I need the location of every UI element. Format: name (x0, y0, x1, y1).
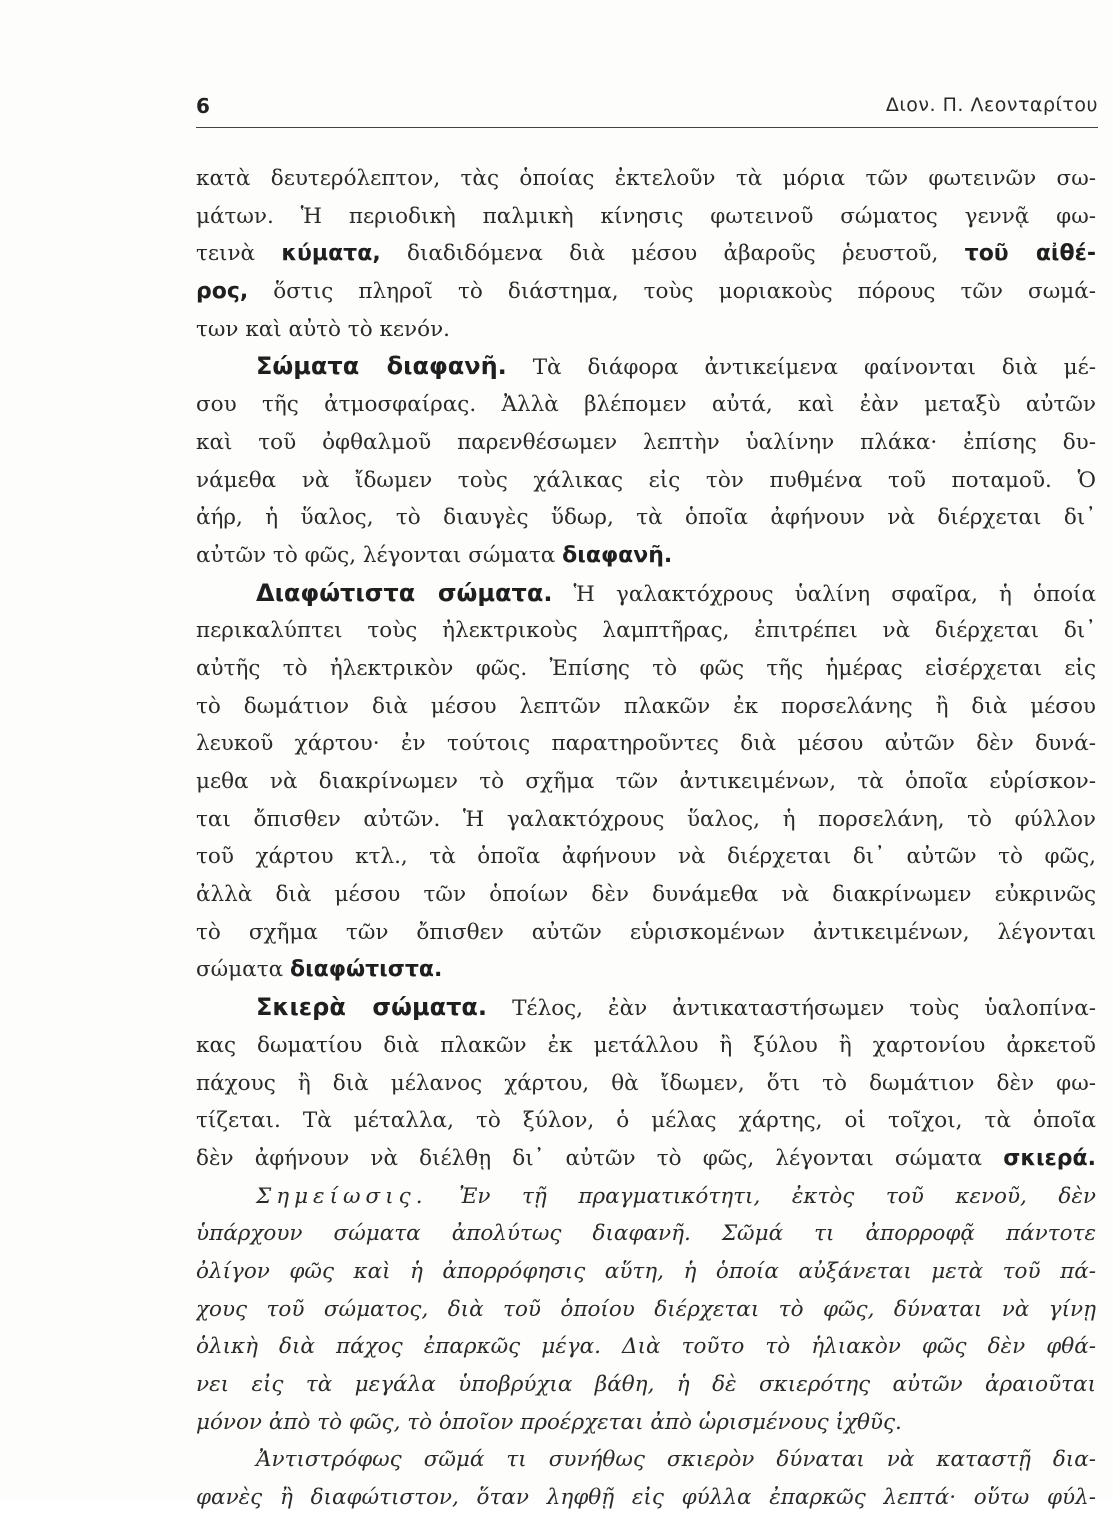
text-segment: φανὲς ἢ διαφώτιστον, ὅταν ληφθῇ εἰς φύλλα ἐπαρκῶς λεπτά· οὕτω φύλ- (196, 1485, 1096, 1511)
text-segment: νάμεθα νὰ ἴδωμεν τοὺς χάλικας εἰς τὸν πυθμένα τοῦ ποταμοῦ. Ὁ (196, 467, 1096, 493)
text-line (196, 876, 1096, 914)
text-segment: ται ὄπισθεν αὐτῶν. Ἡ γαλακτόχρους ὕαλος, ἡ πορσελάνη, τὸ φύλλον (196, 806, 1096, 832)
text-line (196, 537, 1096, 575)
text-segment: ὑπάρχουν σώματα ἀπολύτως διαφανῆ. Σῶμά τι ἀπορροφᾷ πάντοτε (196, 1221, 1096, 1247)
text-segment: δὲν ἀφήνουν νὰ διέλθῃ δι᾽ αὐτῶν τὸ φῶς, λέγονται σώματα (196, 1145, 1004, 1171)
text-segment: χους τοῦ σώματος, διὰ τοῦ ὁποίου διέρχεται τὸ φῶς, δύναται νὰ γίνῃ (196, 1296, 1096, 1322)
text-segment: πάχους ἢ διὰ μέλανος χάρτου, θὰ ἴδωμεν, ὅτι τὸ δωμάτιον δὲν φω- (196, 1070, 1096, 1096)
bold-term: κύματα, (281, 241, 381, 267)
text-segment: ὅστις πληροῖ τὸ διάστημα, τοὺς μοριακοὺς πόρους τῶν σωμά- (248, 279, 1096, 305)
text-segment: Ἐν τῇ πραγματικότητι, ἐκτὸς τοῦ κενοῦ, δὲν (427, 1183, 1096, 1209)
text-line (196, 688, 1096, 726)
text-segment: ἀλλὰ διὰ μέσου τῶν ὁποίων δὲν δυνάμεθα νὰ διακρίνωμεν εὐκρινῶς (196, 882, 1096, 908)
text-segment: Ἀντιστρόφως σῶμά τι συνήθως σκιερὸν δύναται νὰ καταστῇ δια- (256, 1447, 1096, 1473)
text-segment: λευκοῦ χάρτου· ἐν τούτοις παρατηροῦντες διὰ μέσου αὐτῶν δὲν δυνά- (196, 731, 1096, 757)
bold-term: ρος, (196, 279, 249, 305)
text-line (196, 1102, 1096, 1140)
text-line (196, 499, 1096, 537)
text-line (196, 235, 1096, 273)
text-segment: ὀλίγον φῶς καὶ ἡ ἀπορρόφησις αὕτη, ἡ ὁποία αὐξάνεται μετὰ τοῦ πά- (196, 1258, 1096, 1284)
text-line (196, 838, 1096, 876)
text-line (196, 198, 1096, 236)
text-segment: σώματα (196, 957, 290, 983)
text-segment: μεθα νὰ διακρίνωμεν τὸ σχῆμα τῶν ἀντικειμένων, τὰ ὁποῖα εὑρίσκον- (196, 769, 1096, 794)
bold-term: διαφανῆ. (562, 542, 673, 568)
text-line (196, 650, 1096, 688)
text-line (196, 1253, 1096, 1291)
text-line (196, 1140, 1096, 1178)
text-segment: τοῦ χάρτου κτλ., τὰ ὁποῖα ἀφήνουν νὰ διέρχεται δι᾽ αὐτῶν τὸ φῶς, (196, 844, 1096, 870)
text-segment: διαδιδόμενα διὰ μέσου ἀβαροῦς ῥευστοῦ, (380, 241, 965, 267)
text-segment: κας δωματίου διὰ πλακῶν ἐκ μετάλλου ἢ ξύλου ἢ χαρτονίου ἀρκετοῦ (196, 1032, 1096, 1058)
text-segment: Τὰ διάφορα ἀντικείμενα φαίνονται διὰ μέ- (506, 355, 1096, 381)
text-line (196, 1291, 1096, 1329)
bold-term: τοῦ αἰθέ- (964, 241, 1096, 267)
text-segment: περικαλύπτει τοὺς ἠλεκτρικοὺς λαμπτῆρας, ἐπιτρέπει νὰ διέρχεται δι᾽ (196, 618, 1096, 644)
text-line (196, 386, 1096, 424)
text-line (196, 1027, 1096, 1065)
note-label: Σημείωσις. (256, 1183, 428, 1209)
text-segment: των καὶ αὐτὸ τὸ κενόν. (196, 316, 450, 342)
page-header (196, 94, 1098, 124)
text-segment: ὁλικὴ διὰ πάχος ἐπαρκῶς μέγα. Διὰ τοῦτο τὸ ἡλιακὸν φῶς δὲν φθά- (196, 1334, 1096, 1360)
text-line (196, 951, 1096, 989)
text-line (196, 725, 1096, 763)
section-heading: Διαφώτιστα σώματα. (256, 578, 553, 607)
text-segment: τεινὰ (196, 241, 282, 267)
text-segment: τίζεται. Τὰ μέταλλα, τὸ ξύλον, ὁ μέλας χάρτης, οἱ τοῖχοι, τὰ ὁποῖα (196, 1108, 1096, 1134)
bold-term: διαφώτιστα. (289, 957, 443, 983)
text-segment: νει εἰς τὰ μεγάλα ὑποβρύχια βάθη, ἡ δὲ σκιερότης αὐτῶν ἀραιοῦται (196, 1372, 1096, 1397)
text-line (196, 462, 1096, 500)
body-text (196, 160, 1096, 1517)
section-heading: Σώματα διαφανῆ. (256, 352, 507, 381)
text-line (196, 1215, 1096, 1253)
text-line (196, 1178, 1096, 1216)
bold-term: σκιερά. (1003, 1145, 1096, 1171)
header-rule (196, 127, 1098, 128)
text-segment: μόνον ἀπὸ τὸ φῶς, τὸ ὁποῖον προέρχεται ἀπὸ ὡρισμένους ἰχθῦς. (196, 1409, 902, 1435)
text-segment: μάτων. Ἡ περιοδικὴ παλμικὴ κίνησις φωτεινοῦ σώματος γεννᾷ φω- (196, 203, 1096, 229)
running-head: Διον. Π. Λεονταρίτου (885, 94, 1098, 116)
text-line (196, 1441, 1096, 1479)
text-line (196, 914, 1096, 952)
text-line (196, 424, 1096, 462)
text-line (196, 1065, 1096, 1103)
text-line (196, 273, 1096, 311)
text-line (196, 1479, 1096, 1517)
text-line (196, 1366, 1096, 1404)
text-line (196, 989, 1096, 1027)
text-line (196, 575, 1096, 613)
text-line (196, 348, 1096, 386)
text-line (196, 801, 1096, 839)
page-number: 6 (196, 94, 210, 118)
text-segment: Ἡ γαλακτόχρους ὑαλίνη σφαῖρα, ἡ ὁποία (552, 581, 1096, 607)
text-line (196, 1328, 1096, 1366)
text-segment: αὐτῆς τὸ ἠλεκτρικὸν φῶς. Ἐπίσης τὸ φῶς τῆς ἡμέρας εἰσέρχεται εἰς (196, 655, 1096, 681)
text-segment: τὸ δωμάτιον διὰ μέσου λεπτῶν πλακῶν ἐκ πορσελάνης ἢ διὰ μέσου (196, 693, 1096, 719)
text-line (196, 612, 1096, 650)
section-heading: Σκιερὰ σώματα. (256, 993, 488, 1022)
text-segment: Τέλος, ἐὰν ἀντικαταστήσωμεν τοὺς ὑαλοπίνα- (487, 996, 1096, 1022)
text-segment: τὸ σχῆμα τῶν ὄπισθεν αὐτῶν εὑρισκομένων ἀντικειμένων, λέγονται (196, 919, 1096, 945)
text-line (196, 763, 1096, 801)
text-line (196, 311, 1096, 349)
text-line (196, 160, 1096, 198)
text-segment: κατὰ δευτερόλεπτον, τὰς ὁποίας ἐκτελοῦν τὰ μόρια τῶν φωτεινῶν σω- (196, 166, 1096, 191)
text-line (196, 1404, 1096, 1442)
text-segment: σου τῆς ἀτμοσφαίρας. Ἀλλὰ βλέπομεν αὐτά, καὶ ἐὰν μεταξὺ αὐτῶν (196, 392, 1096, 418)
text-segment: καὶ τοῦ ὀφθαλμοῦ παρενθέσωμεν λεπτὴν ὑαλίνην πλάκα· ἐπίσης δυ- (196, 429, 1096, 455)
text-segment: ἀήρ, ἡ ὕαλος, τὸ διαυγὲς ὕδωρ, τὰ ὁποῖα ἀφήνουν νὰ διέρχεται δι᾽ (196, 505, 1096, 531)
text-segment: αὐτῶν τὸ φῶς, λέγονται σώματα (196, 542, 563, 568)
